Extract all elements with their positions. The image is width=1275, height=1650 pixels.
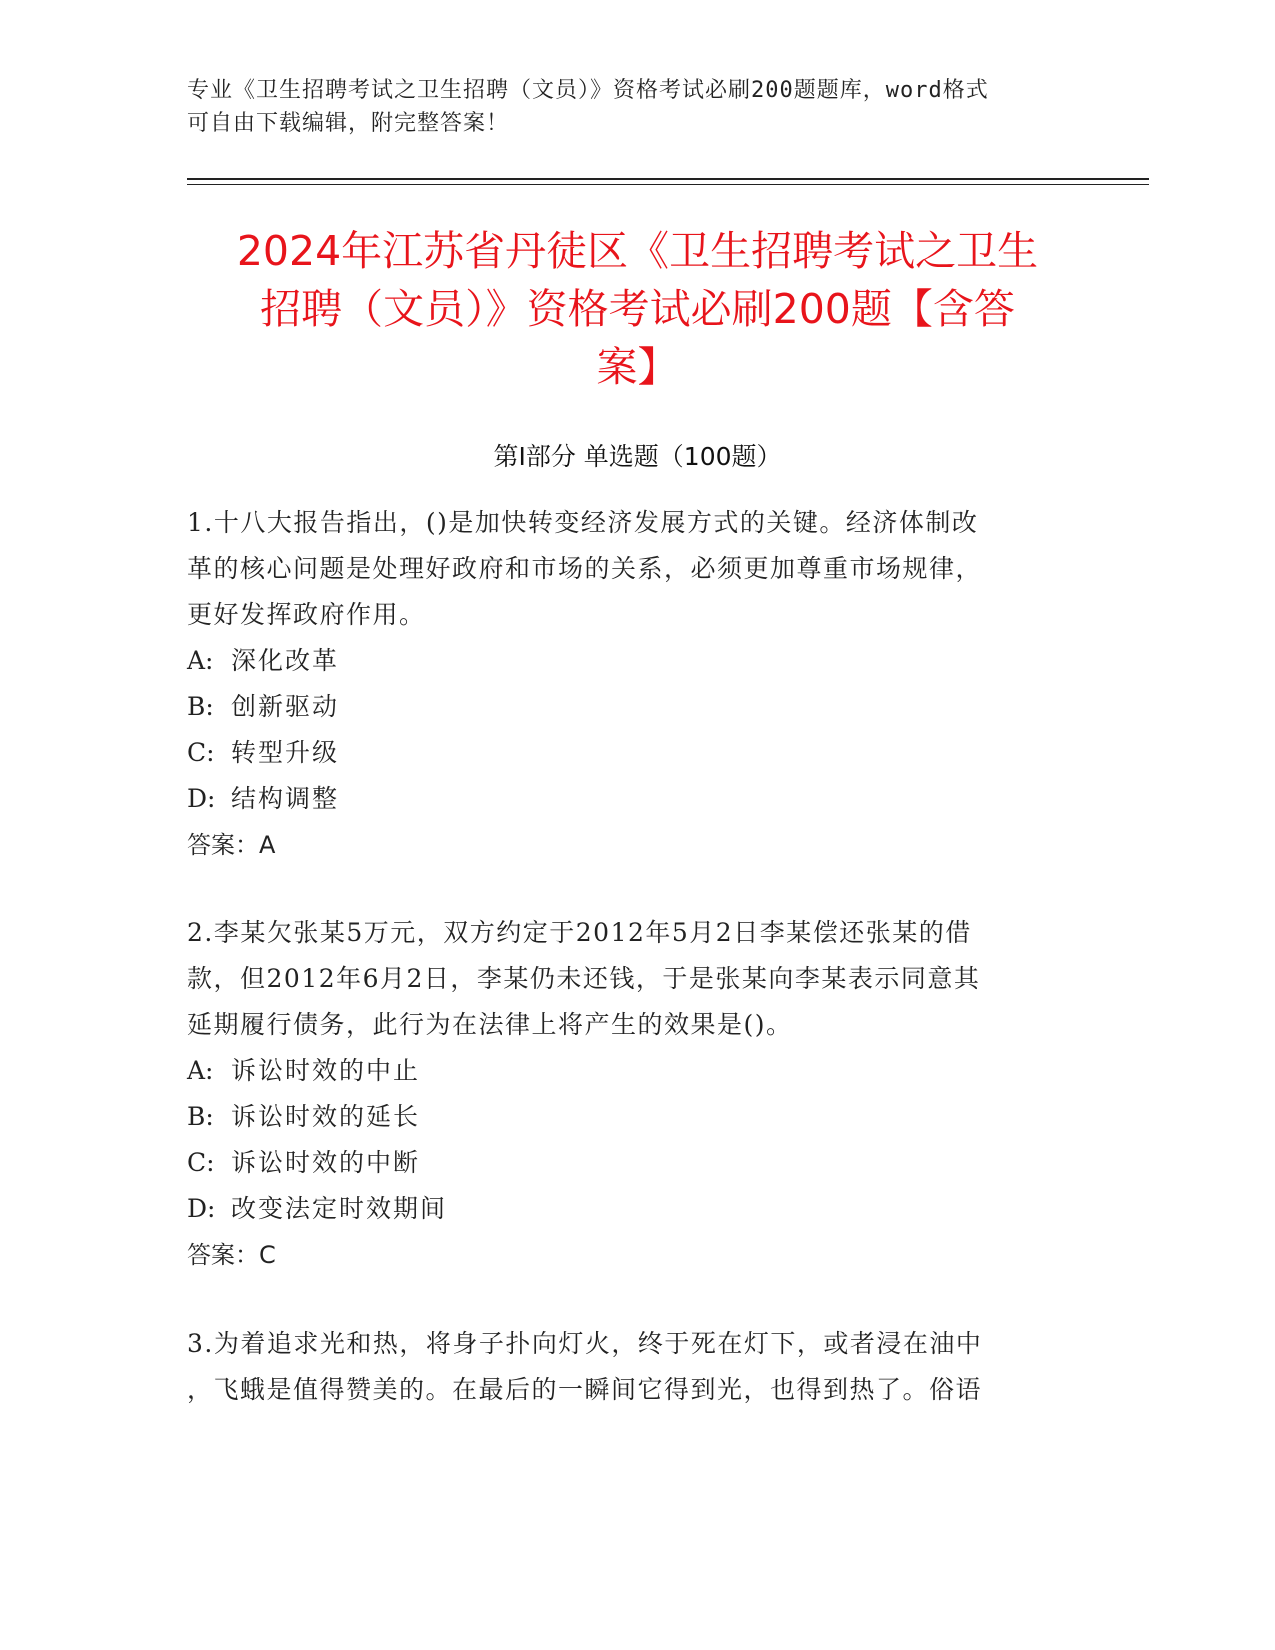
header-note-line: 专业《卫生招聘考试之卫生招聘（文员）》资格考试必刷200题题库，word格式 <box>187 78 989 103</box>
answer: 答案：C <box>187 1241 276 1269</box>
question-text: 3.为着追求光和热，将身子扑向灯火，终于死在灯下，或者浸在油中 <box>187 1329 983 1358</box>
option-text: 结构调整 <box>231 784 340 813</box>
question-1 <box>187 500 1087 868</box>
option-c <box>187 730 1087 776</box>
answer: 答案：A <box>187 831 276 859</box>
header-divider-thin <box>187 184 1149 185</box>
section-heading: 第I部分 单选题（100题） <box>493 442 782 471</box>
document-title <box>150 222 1125 396</box>
option-letter: D: <box>187 784 216 813</box>
option-d <box>187 776 1087 822</box>
question-text: 2.李某欠张某5万元，双方约定于2012年5月2日李某偿还张某的借 <box>187 918 972 947</box>
option-letter: B: <box>187 1102 214 1131</box>
title-line: 招聘（文员）》资格考试必刷200题【含答 <box>260 285 1015 333</box>
option-text: 改变法定时效期间 <box>231 1194 448 1223</box>
option-d <box>187 1186 1087 1232</box>
title-line: 案】 <box>596 343 679 391</box>
option-letter: A: <box>187 646 214 675</box>
title-line: 2024年江苏省丹徒区《卫生招聘考试之卫生 <box>236 227 1039 275</box>
option-text: 深化改革 <box>231 646 340 675</box>
question-3 <box>187 1321 1087 1413</box>
option-letter: A: <box>187 1056 214 1085</box>
header-note <box>187 74 1067 140</box>
question-text: 延期履行债务，此行为在法律上将产生的效果是()。 <box>187 1010 793 1039</box>
option-letter: C: <box>187 1148 215 1177</box>
option-c <box>187 1140 1087 1186</box>
option-text: 诉讼时效的延长 <box>231 1102 421 1131</box>
option-b <box>187 1094 1087 1140</box>
question-text: 更好发挥政府作用。 <box>187 600 426 629</box>
option-text: 转型升级 <box>231 738 340 767</box>
question-2 <box>187 910 1087 1278</box>
option-letter: D: <box>187 1194 216 1223</box>
option-letter: C: <box>187 738 215 767</box>
option-b <box>187 684 1087 730</box>
option-text: 创新驱动 <box>231 692 340 721</box>
question-text: 1.十八大报告指出，()是加快转变经济发展方式的关键。经济体制改 <box>187 508 979 537</box>
question-text: 款，但2012年6月2日，李某仍未还钱，于是张某向李某表示同意其 <box>187 964 981 993</box>
question-text: ，飞蛾是值得赞美的。在最后的一瞬间它得到光，也得到热了。俗语 <box>187 1375 983 1404</box>
option-text: 诉讼时效的中断 <box>231 1148 421 1177</box>
option-a <box>187 638 1087 684</box>
option-a <box>187 1048 1087 1094</box>
question-text: 革的核心问题是处理好政府和市场的关系，必须更加尊重市场规律， <box>187 554 983 583</box>
header-note-line: 可自由下载编辑，附完整答案！ <box>187 111 510 136</box>
option-letter: B: <box>187 692 214 721</box>
header-divider <box>187 178 1149 180</box>
option-text: 诉讼时效的中止 <box>231 1056 421 1085</box>
